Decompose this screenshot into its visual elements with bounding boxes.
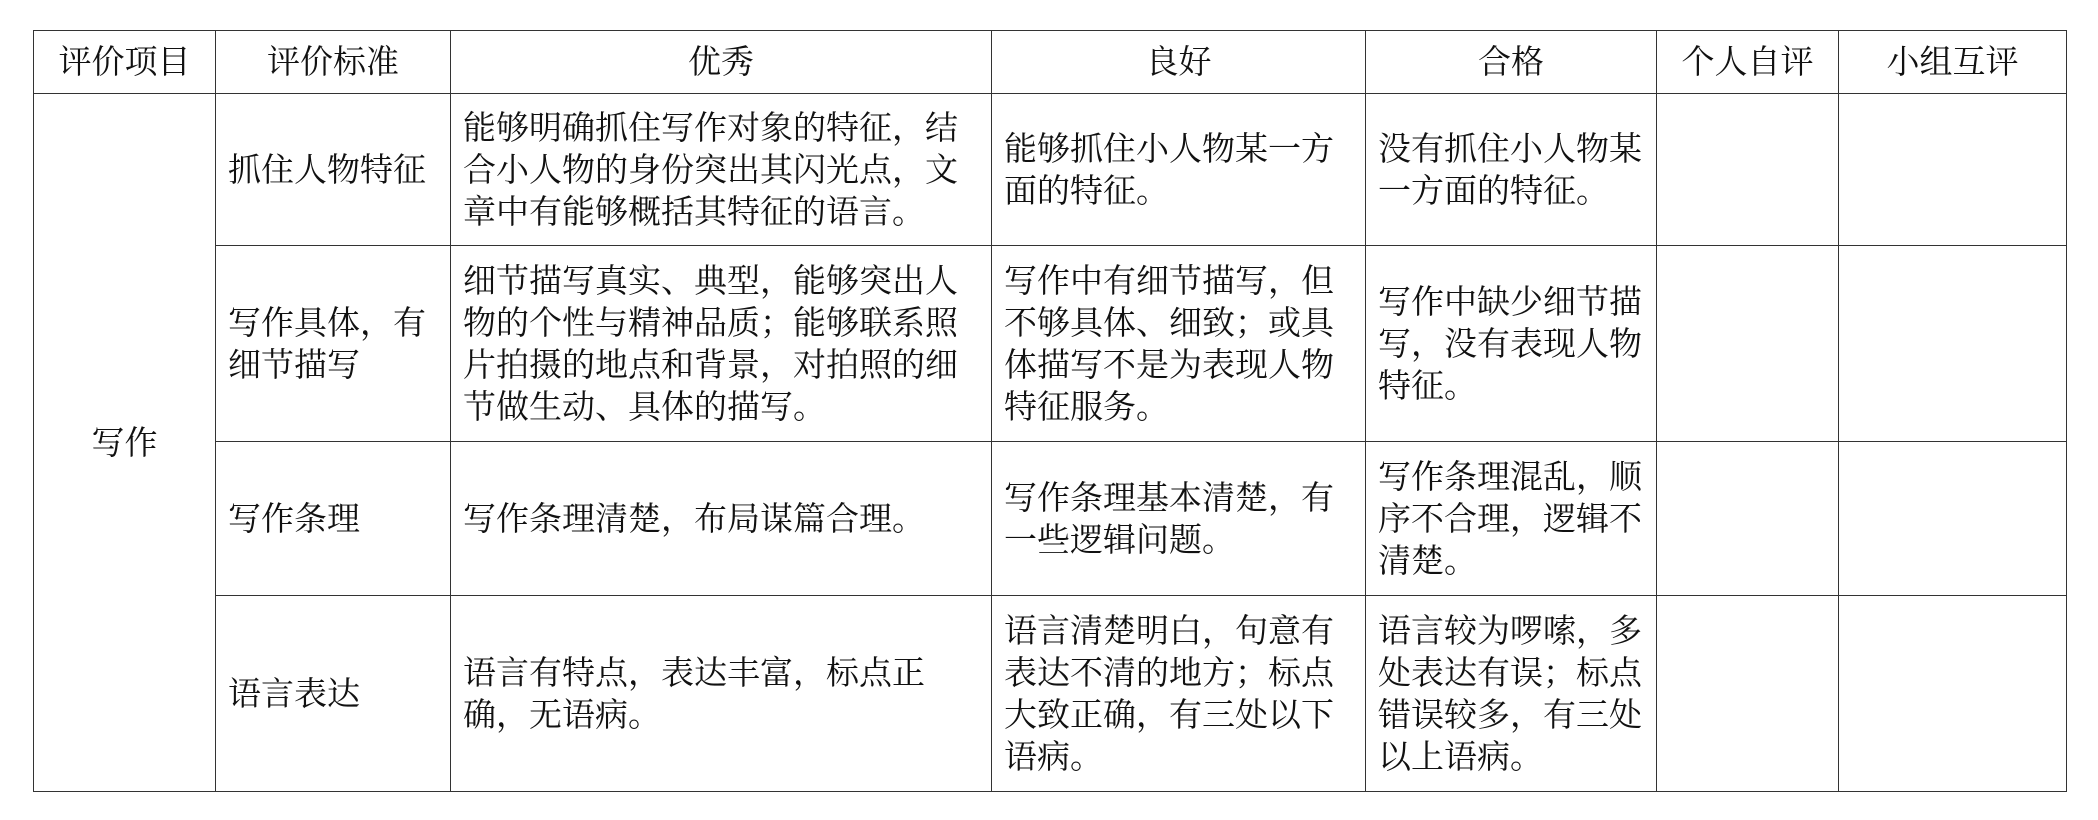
table-row xyxy=(34,596,2067,792)
excellent-cell: 能够明确抓住写作对象的特征，结合小人物的身份突出其闪光点，文章中有能够概括其特征的语言。 xyxy=(451,94,992,246)
good-cell: 写作中有细节描写，但不够具体、细致；或具体描写不是为表现人物特征服务。 xyxy=(992,246,1366,442)
pass-cell: 语言较为啰嗦，多处表达有误；标点错误较多，有三处以上语病。 xyxy=(1366,596,1657,792)
evaluation-table xyxy=(33,30,2067,792)
evaluation-table-container xyxy=(33,30,2066,792)
header-row xyxy=(34,31,2067,94)
group-eval-cell[interactable] xyxy=(1839,246,2067,442)
table-row xyxy=(34,246,2067,442)
self-eval-cell[interactable] xyxy=(1657,94,1839,246)
standard-cell: 写作条理 xyxy=(216,442,451,596)
header-standard: 评价标准 xyxy=(216,31,451,94)
header-self-eval: 个人自评 xyxy=(1657,31,1839,94)
header-excellent: 优秀 xyxy=(451,31,992,94)
standard-cell: 抓住人物特征 xyxy=(216,94,451,246)
self-eval-cell[interactable] xyxy=(1657,246,1839,442)
category-cell: 写作 xyxy=(34,94,216,792)
pass-cell: 写作中缺少细节描写，没有表现人物特征。 xyxy=(1366,246,1657,442)
excellent-cell: 语言有特点，表达丰富，标点正确，无语病。 xyxy=(451,596,992,792)
self-eval-cell[interactable] xyxy=(1657,596,1839,792)
self-eval-cell[interactable] xyxy=(1657,442,1839,596)
standard-cell: 写作具体，有细节描写 xyxy=(216,246,451,442)
header-group-eval: 小组互评 xyxy=(1839,31,2067,94)
excellent-cell: 细节描写真实、典型，能够突出人物的个性与精神品质；能够联系照片拍摄的地点和背景，对拍照的细节做生动、具体的描写。 xyxy=(451,246,992,442)
header-item: 评价项目 xyxy=(34,31,216,94)
pass-cell: 写作条理混乱，顺序不合理，逻辑不清楚。 xyxy=(1366,442,1657,596)
header-pass: 合格 xyxy=(1366,31,1657,94)
good-cell: 语言清楚明白，句意有表达不清的地方；标点大致正确，有三处以下语病。 xyxy=(992,596,1366,792)
standard-cell: 语言表达 xyxy=(216,596,451,792)
excellent-cell: 写作条理清楚，布局谋篇合理。 xyxy=(451,442,992,596)
good-cell: 能够抓住小人物某一方面的特征。 xyxy=(992,94,1366,246)
good-cell: 写作条理基本清楚，有一些逻辑问题。 xyxy=(992,442,1366,596)
group-eval-cell[interactable] xyxy=(1839,442,2067,596)
pass-cell: 没有抓住小人物某一方面的特征。 xyxy=(1366,94,1657,246)
table-row xyxy=(34,442,2067,596)
table-row xyxy=(34,94,2067,246)
group-eval-cell[interactable] xyxy=(1839,94,2067,246)
header-good: 良好 xyxy=(992,31,1366,94)
group-eval-cell[interactable] xyxy=(1839,596,2067,792)
